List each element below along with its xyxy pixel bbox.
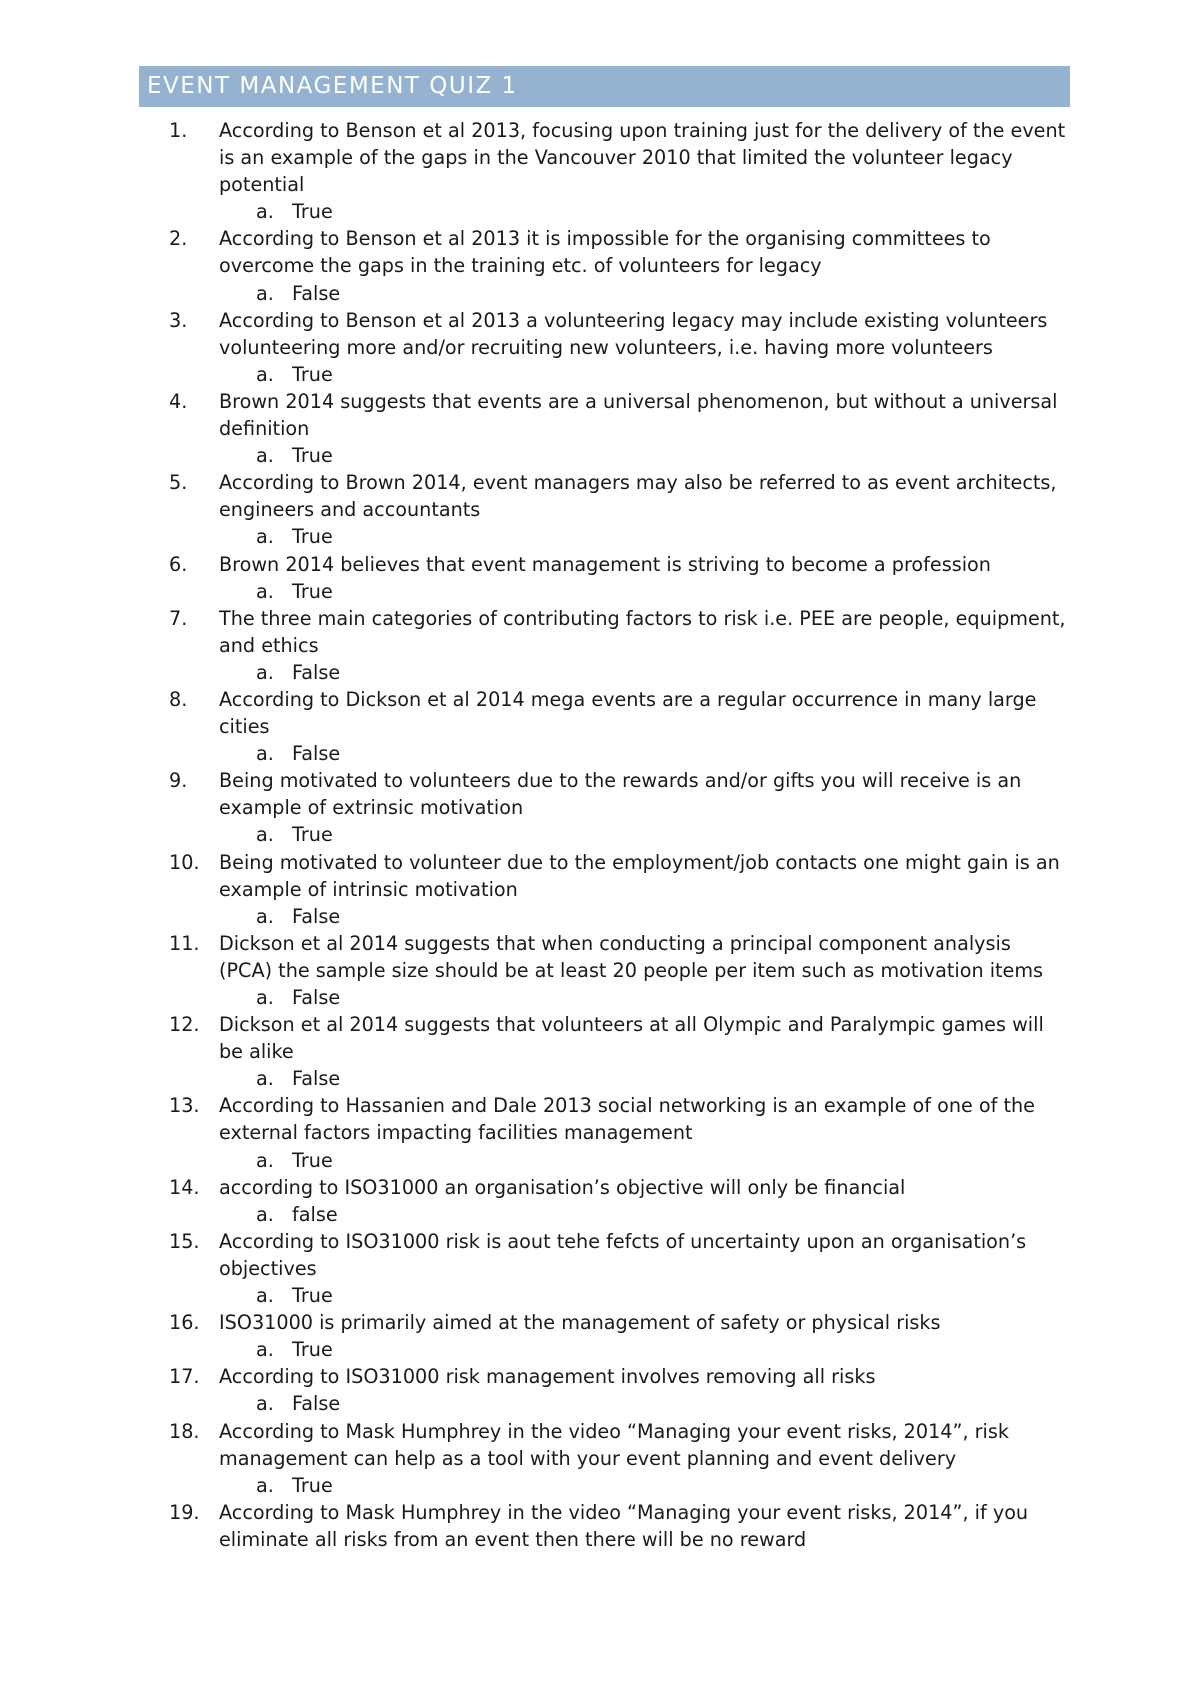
question-text: According to ISO31000 risk is aout tehe fefcts of uncertainty upon an organisation’s objectives [219,1229,1027,1280]
answer-text: False [292,904,341,928]
question-text: According to Benson et al 2013, focusing upon training just for the delivery of the event is an example of the gaps in the Vancouver 2010 that limited the volunteer legacy potential [219,119,1066,197]
answer-option [139,1065,1070,1092]
question-number: 13. [169,1094,200,1118]
answer-letter: a. [256,823,274,847]
question-number: 8. [169,687,188,711]
quiz-question [139,1174,1070,1228]
answer-letter: a. [256,200,274,224]
question-text: According to Benson et al 2013 it is impossible for the organising committees to overcome the gaps in the training etc. of volunteers for legacy [219,227,991,278]
answer-option [139,1390,1070,1417]
answer-text: True [292,362,333,386]
question-number: 5. [169,471,188,495]
answer-option [139,442,1070,469]
answer-text: True [292,444,333,468]
question-text: According to Mask Humphrey in the video “Managing your event risks, 2014”, if you eliminate all risks from an event then there will be no reward [219,1500,1029,1551]
question-number: 17. [169,1365,200,1389]
quiz-question [139,117,1070,225]
answer-letter: a. [256,1338,274,1362]
answer-letter: a. [256,904,274,928]
answer-option [139,361,1070,388]
quiz-question [139,605,1070,686]
quiz-question [139,551,1070,605]
answer-text: True [292,1473,333,1497]
quiz-question [139,1499,1070,1553]
answer-letter: a. [256,660,274,684]
answer-option [139,821,1070,848]
answer-option [139,984,1070,1011]
answer-letter: a. [256,1284,274,1308]
answer-option [139,1147,1070,1174]
question-text: According to Benson et al 2013 a volunteering legacy may include existing volunteers volunteering more and/or recruiting new volunteers, i.e. having more volunteers [219,308,1048,359]
question-text: Dickson et al 2014 suggests that volunteers at all Olympic and Paralympic games will be alike [219,1013,1044,1064]
question-number: 4. [169,389,188,413]
question-number: 6. [169,552,188,576]
answer-option [139,903,1070,930]
answer-option [139,1201,1070,1228]
question-text: Dickson et al 2014 suggests that when conducting a principal component analysis (PCA) the sample size should be at least 20 people per item such as motivation items [219,931,1044,982]
question-number: 15. [169,1229,200,1253]
quiz-question [139,307,1070,388]
question-text: According to Mask Humphrey in the video “Managing your event risks, 2014”, risk management can help as a tool with your event planning and event delivery [219,1419,1009,1470]
quiz-question [139,930,1070,1011]
answer-option [139,1472,1070,1499]
answer-option [139,578,1070,605]
answer-text: False [292,660,341,684]
answer-letter: a. [256,281,274,305]
quiz-question [139,1228,1070,1309]
answer-letter: a. [256,444,274,468]
answer-option [139,198,1070,225]
answer-letter: a. [256,1148,274,1172]
answer-letter: a. [256,986,274,1009]
answer-option [139,1282,1070,1309]
question-number: 16. [169,1311,200,1335]
answer-text: False [292,1067,341,1091]
question-number: 1. [169,119,188,142]
answer-option [139,740,1070,767]
quiz-question [139,1309,1070,1363]
question-text: Being motivated to volunteer due to the employment/job contacts one might gain is an example of intrinsic motivation [219,850,1060,901]
quiz-question [139,1011,1070,1092]
answer-option [139,1336,1070,1363]
question-text: Being motivated to volunteers due to the rewards and/or gifts you will receive is an example of extrinsic motivation [219,769,1022,820]
answer-letter: a. [256,1202,274,1226]
answer-option [139,523,1070,550]
question-number: 9. [169,769,188,793]
quiz-question [139,686,1070,767]
quiz-question [139,767,1070,848]
quiz-question [139,388,1070,469]
answer-text: True [292,525,333,549]
quiz-question [139,1092,1070,1173]
question-text: ISO31000 is primarily aimed at the management of safety or physical risks [219,1311,941,1335]
question-number: 2. [169,227,188,251]
answer-letter: a. [256,742,274,766]
quiz-question [139,225,1070,306]
answer-letter: a. [256,1067,274,1091]
quiz-question [139,1418,1070,1499]
answer-text: False [292,1392,341,1416]
question-number: 12. [169,1013,200,1037]
question-number: 19. [169,1500,200,1524]
quiz-question [139,1363,1070,1417]
quiz-question [139,849,1070,930]
answer-text: False [292,742,341,766]
answer-text: True [292,1284,333,1308]
answer-letter: a. [256,362,274,386]
question-number: 10. [169,850,200,874]
question-number: 3. [169,308,188,332]
question-text: According to Brown 2014, event managers may also be referred to as event architects, engineers and accountants [219,471,1057,522]
quiz-question-list [139,117,1070,1553]
answer-text: false [292,1202,338,1226]
answer-text: False [292,281,341,305]
answer-option [139,659,1070,686]
answer-letter: a. [256,525,274,549]
question-text: According to Dickson et al 2014 mega events are a regular occurrence in many large cities [219,687,1037,739]
answer-letter: a. [256,579,274,603]
answer-text: True [292,1338,333,1362]
question-number: 7. [169,606,188,630]
answer-text: True [292,1148,333,1172]
question-number: 11. [169,931,200,955]
answer-letter: a. [256,1473,274,1497]
question-text: According to ISO31000 risk management involves removing all risks [219,1365,876,1389]
question-number: 14. [169,1175,200,1199]
answer-option [139,280,1070,307]
answer-text: True [292,823,333,847]
answer-text: True [292,200,333,224]
title-bar [139,66,1070,107]
question-text: according to ISO31000 an organisation’s objective will only be financial [219,1175,906,1199]
question-text: Brown 2014 suggests that events are a universal phenomenon, but without a universal definition [219,389,1058,441]
quiz-question [139,469,1070,550]
question-text: The three main categories of contributing factors to risk i.e. PEE are people, equipment, and ethics [219,606,1066,657]
page-title: EVENT MANAGEMENT QUIZ 1 [147,73,518,99]
answer-text: True [292,579,333,603]
question-text: Brown 2014 believes that event management is striving to become a profession [219,552,991,576]
answer-text: False [292,986,341,1009]
question-text: According to Hassanien and Dale 2013 social networking is an example of one of the external factors impacting facilities management [219,1094,1035,1145]
answer-letter: a. [256,1392,274,1416]
question-number: 18. [169,1419,200,1443]
